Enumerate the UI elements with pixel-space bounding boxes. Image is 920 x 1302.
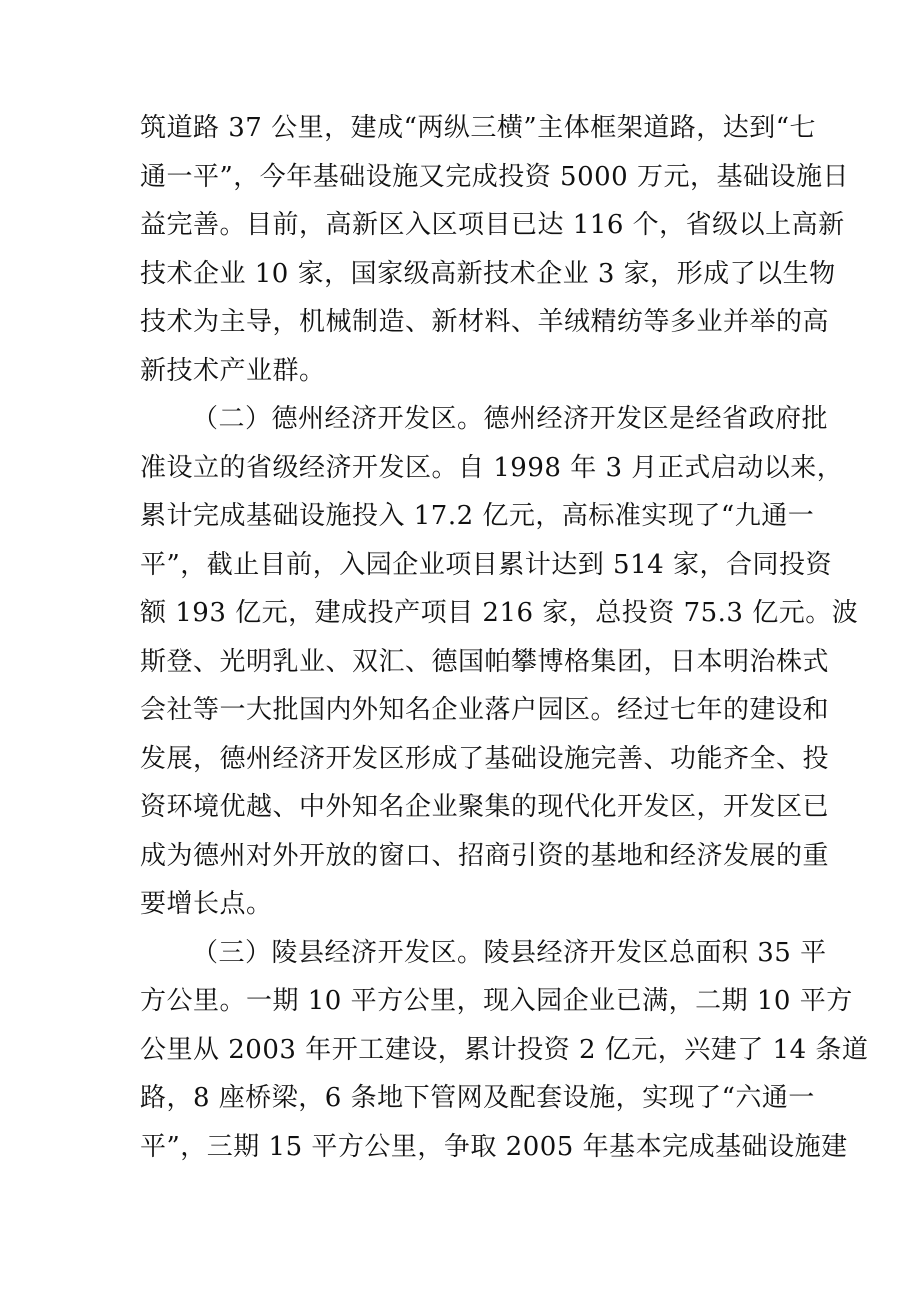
text-line: 额 193 亿元，建成投产项目 216 家，总投资 75.3 亿元。波 [140,598,859,628]
text-line-indented: （二）德州经济开发区。德州经济开发区是经省政府批 [192,404,829,434]
text-line: 平”，截止目前，入园企业项目累计达到 514 家，合同投资 [140,549,832,580]
text-line: 平”，三期 15 平方公里，争取 2005 年基本完成基础设施建 [140,1131,848,1162]
text-line: 新技术产业群。 [140,355,326,386]
text-line: 累计完成基础设施投入 17.2 亿元，高标准实现了“九通一 [140,501,815,531]
text-line: 技术为主导，机械制造、新材料、羊绒精纺等多业并举的高 [140,307,830,337]
text-line: 要增长点。 [140,889,273,919]
paragraph-lingxian-development-zone [140,929,869,1172]
text-line: 公里从 2003 年开工建设，累计投资 2 亿元，兴建了 14 条道 [140,1034,869,1065]
text-line: 会社等一大批国内外知名企业落户园区。经过七年的建设和 [140,695,830,725]
text-line: 技术企业 10 家，国家级高新技术企业 3 家，形成了以生物 [140,258,836,289]
text-line: 益完善。目前，高新区入区项目已达 116 个，省级以上高新 [140,210,845,240]
text-line-indented: （三）陵县经济开发区。陵县经济开发区总面积 35 平 [192,937,827,968]
text-line: 资环境优越、中外知名企业聚集的现代化开发区，开发区已 [140,792,830,822]
text-line: 筑道路 37 公里，建成“两纵三横”主体框架道路，达到“七 [140,113,816,143]
text-line: 准设立的省级经济开发区。自 1998 年 3 月正式启动以来， [140,452,844,483]
paragraph-dezhou-development-zone [140,395,859,929]
text-line: 发展，德州经济开发区形成了基础设施完善、功能齐全、投 [140,743,830,774]
paragraph-high-tech-zone [140,104,849,395]
text-line: 方公里。一期 10 平方公里，现入园企业已满，二期 10 平方 [140,986,853,1016]
text-line: 成为德州对外开放的窗口、招商引资的基地和经济发展的重 [140,840,830,871]
document-body [140,104,869,1171]
text-line: 斯登、光明乳业、双汇、德国帕攀博格集团，日本明治株式 [140,646,830,677]
text-line: 通一平”，今年基础设施又完成投资 5000 万元，基础设施日 [140,161,849,192]
text-line: 路，8 座桥梁，6 条地下管网及配套设施，实现了“六通一 [140,1083,815,1113]
